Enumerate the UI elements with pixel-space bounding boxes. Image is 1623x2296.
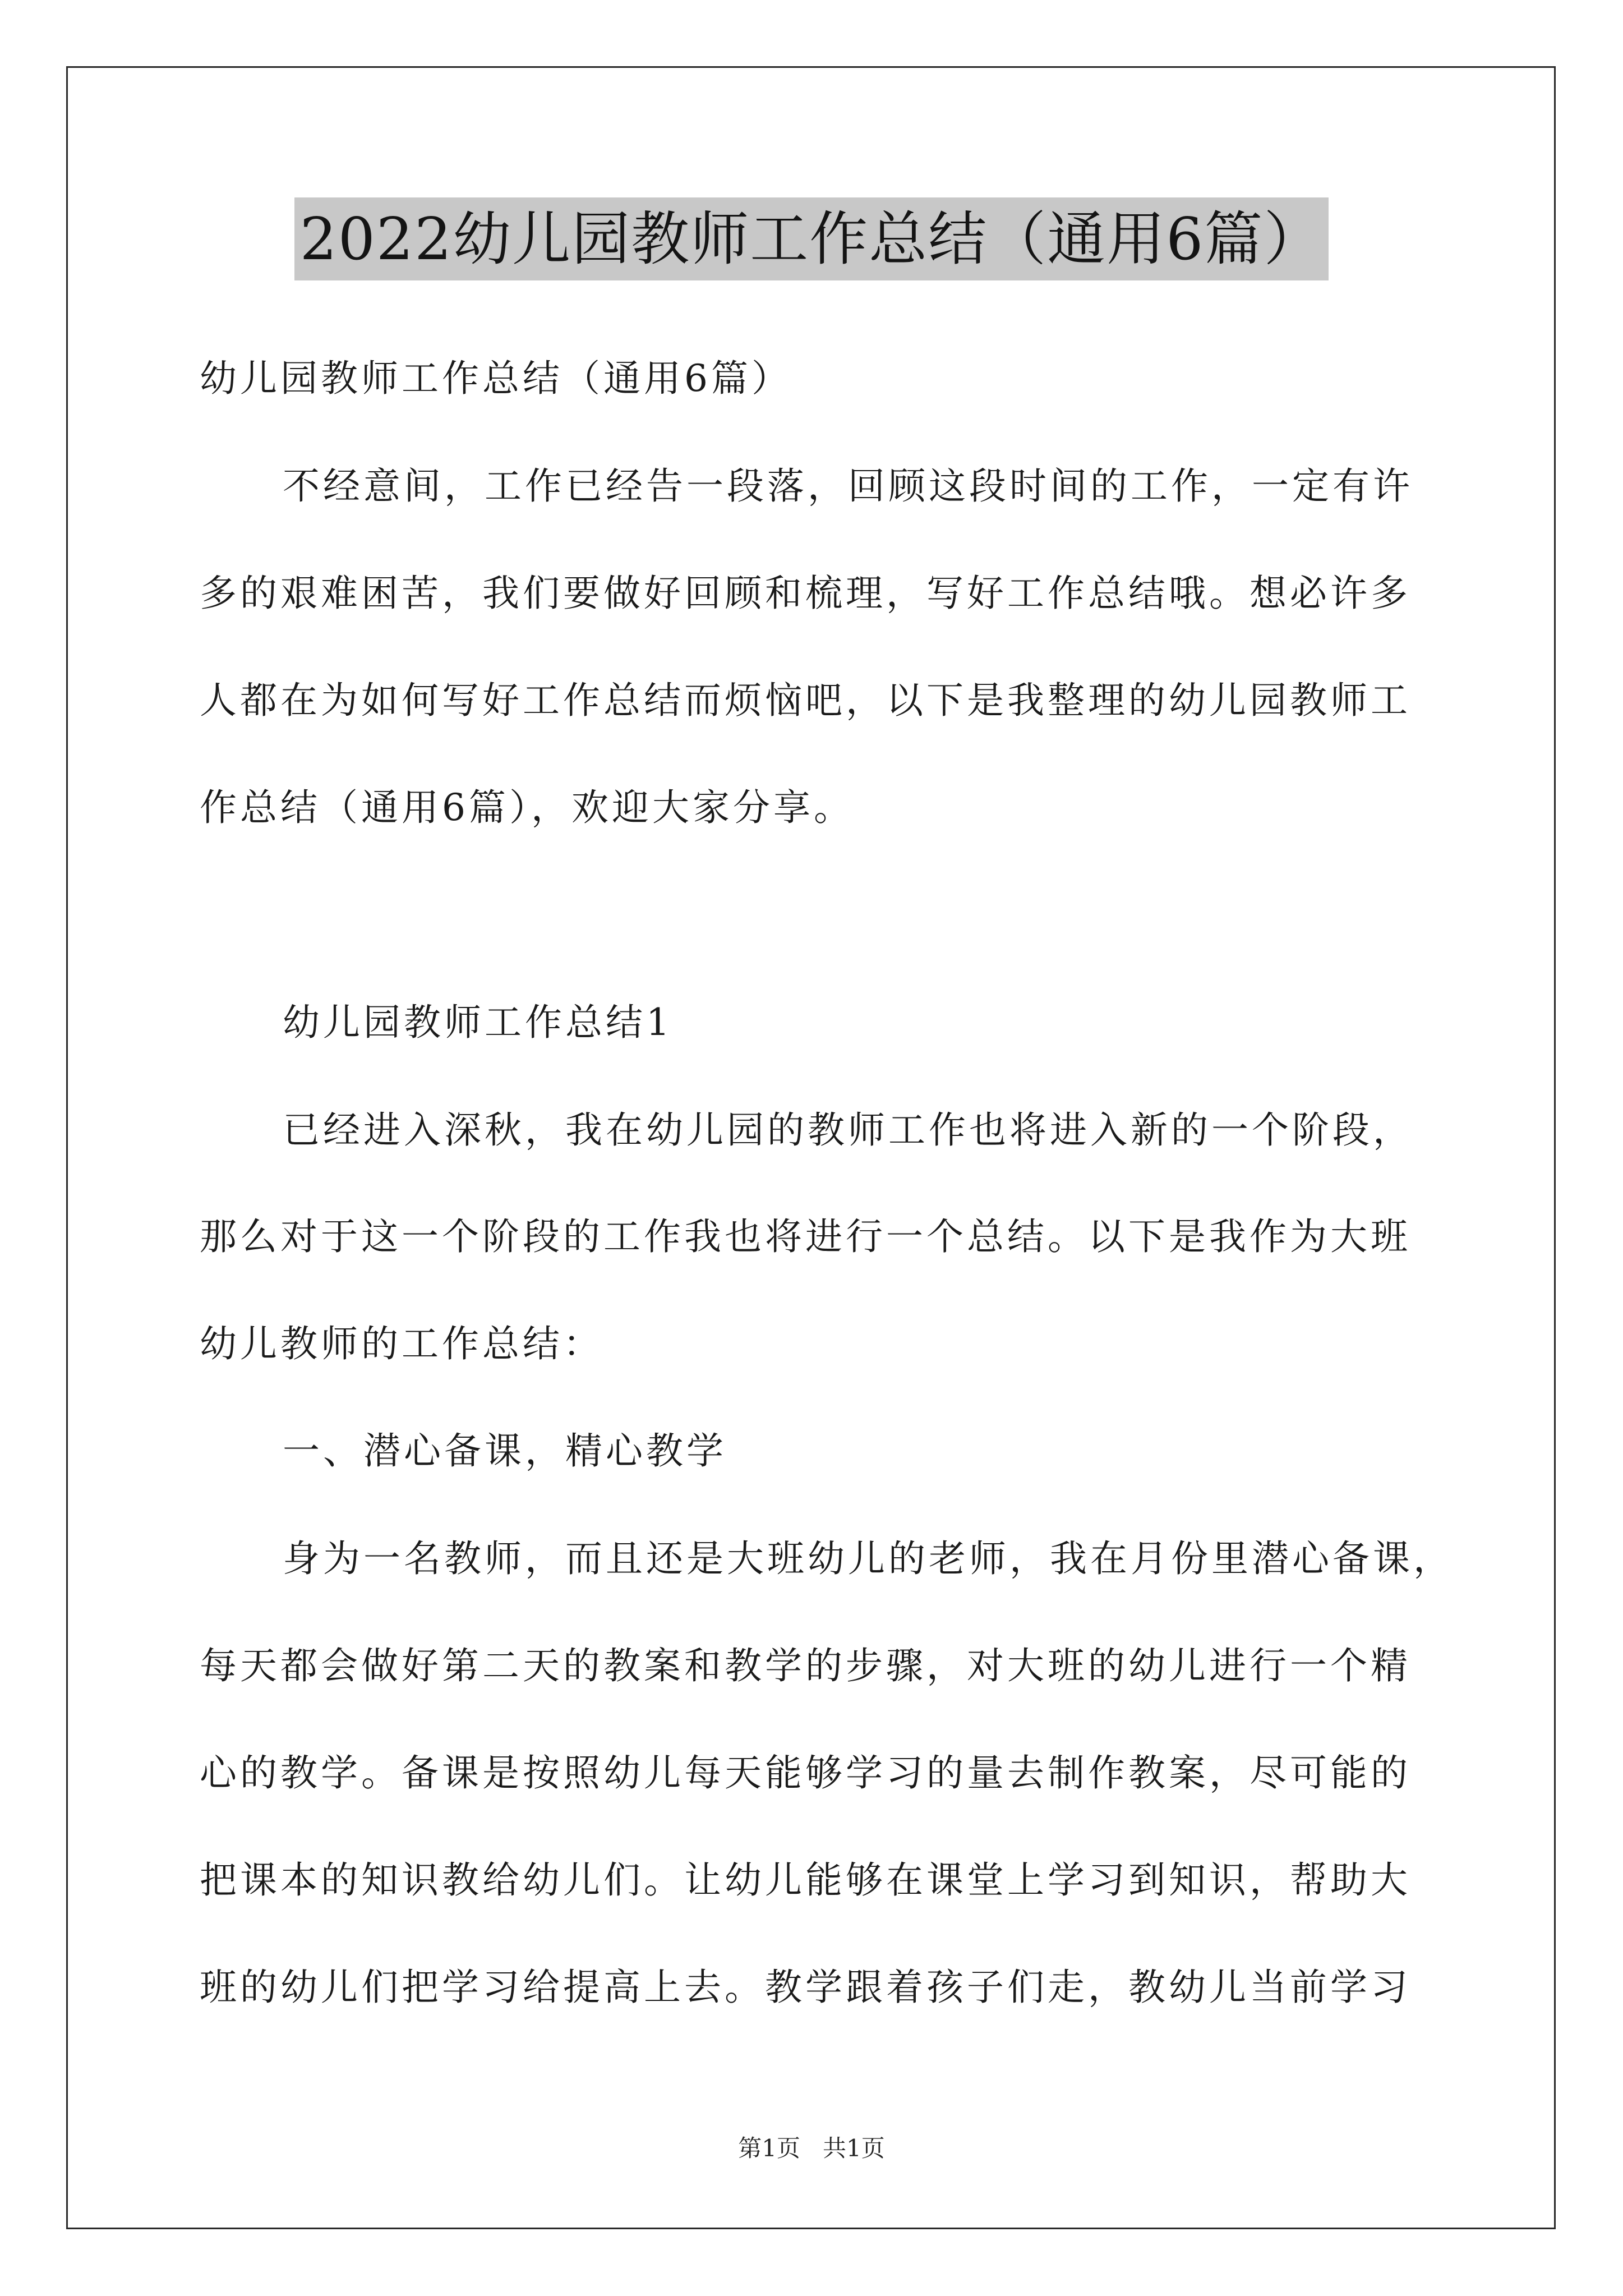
intro-line-4: 作总结（通用6篇），欢迎大家分享。	[200, 786, 854, 829]
title-container	[0, 197, 1623, 280]
intro-line-1: 不经意间，工作已经告一段落，回顾这段时间的工作，一定有许	[283, 464, 1413, 508]
subheading: 一、潜心备课，精心教学	[283, 1429, 727, 1473]
section-intro-line-1: 已经进入深秋，我在幼儿园的教师工作也将进入新的一个阶段，	[283, 1108, 1413, 1152]
body-line-5: 班的幼儿们把学习给提高上去。教学跟着孩子们走，教幼儿当前学习	[200, 1966, 1411, 2009]
intro-line-3: 人都在为如何写好工作总结而烦恼吧，以下是我整理的幼儿园教师工	[200, 679, 1411, 722]
section-intro-line-3: 幼儿教师的工作总结：	[200, 1322, 603, 1365]
body-line-2: 每天都会做好第二天的教案和教学的步骤，对大班的幼儿进行一个精	[200, 1644, 1411, 1687]
intro-line-2: 多的艰难困苦，我们要做好回顾和梳理，写好工作总结哦。想必许多	[200, 572, 1411, 615]
page-footer: 第1页 共1页	[738, 2134, 885, 2162]
section-heading: 幼儿园教师工作总结1	[283, 1001, 673, 1044]
document-title: 2022幼儿园教师工作总结（通用6篇）	[294, 197, 1329, 280]
body-line-4: 把课本的知识教给幼儿们。让幼儿能够在课堂上学习到知识，帮助大	[200, 1858, 1411, 1902]
body-line-1: 身为一名教师，而且还是大班幼儿的老师，我在月份里潜心备课，	[283, 1537, 1454, 1580]
section-intro-line-2: 那么对于这一个阶段的工作我也将进行一个总结。以下是我作为大班	[200, 1215, 1411, 1258]
document-subtitle: 幼儿园教师工作总结（通用6篇）	[200, 357, 792, 400]
body-line-3: 心的教学。备课是按照幼儿每天能够学习的量去制作教案，尽可能的	[200, 1751, 1411, 1795]
